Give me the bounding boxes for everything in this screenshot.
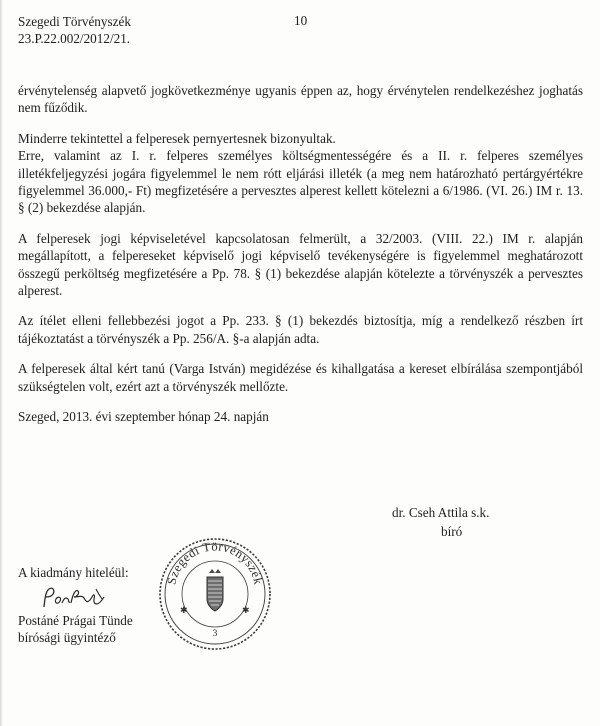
court-name: Szegedi Törvényszék xyxy=(18,14,131,29)
document-body xyxy=(18,82,583,426)
court-seal xyxy=(158,537,272,651)
seal-star-left-icon: ✱ xyxy=(180,606,188,616)
date-line: Szeged, 2013. évi szeptember hónap 24. napján xyxy=(18,409,269,425)
paragraph-6: A felperesek által kért tanú (Varga István) megidézése és kihallgatása a kereset elbírálása szempontjából szükségtelen volt, ezért azt a törvényszék mellőzte. xyxy=(18,361,583,394)
paragraph-4: A felperesek jogi képviseletével kapcsolatosan felmerült, a 32/2003. (VIII. 22.) IM r. alapján megállapított, a felpereseket képviselő jogi képviselő tevékenységére is figyelemmel meghatározott összegű perköltség megfizetésére a Pp. 78. § (1) bekezdése alapján kötelezte a törvényszék a pervesztes alperest. xyxy=(18,230,583,299)
document-header xyxy=(18,13,131,47)
coat-of-arms-icon xyxy=(207,569,223,611)
scan-edge xyxy=(0,0,3,726)
page-number: 10 xyxy=(294,13,308,28)
paragraph-3: Erre, valamint az I. r. felperes személyes költségmentességére és a II. r. felperes személyes illetékfeljegyzési jogára figyelemmel le nem rótt eljárási illeték (a meg nem határozható pertárgyértékre figyelemmel 36.000,- Ft) megfizetésére a pervesztes alperest kellett kötelezni a 6/1986. (VI. 26.) IM r. 13. § (2) bekezdése alapján. xyxy=(18,148,583,216)
clerk-block xyxy=(18,612,133,647)
certification-label: A kiadmány hiteléül: xyxy=(18,565,129,580)
paragraph-1: érvénytelenség alapvető jogkövetkezménye ugyanis éppen az, hogy érvénytelen rendelkezéshez joghatás nem fűződik. xyxy=(18,83,583,116)
judge-name: dr. Cseh Attila s.k. xyxy=(392,505,490,520)
judge-title: bíró xyxy=(441,524,463,539)
paragraph-5: Az ítélet elleni fellebbezési jogot a Pp. 233. § (1) bekezdés biztosítja, míg a rendelkező részben írt tájékoztatást a törvényszék a Pp. 256/A. §-a alapján adta. xyxy=(18,313,583,346)
handwritten-signature xyxy=(40,583,110,613)
clerk-title: bírósági ügyintéző xyxy=(18,630,116,646)
seal-text: Szegedi Törvényszék xyxy=(164,539,266,586)
case-number: 23.P.22.002/2012/21. xyxy=(18,31,131,46)
clerk-name: Postáné Prágai Tünde xyxy=(18,613,133,628)
seal-number: 3 xyxy=(212,629,218,639)
paragraph-2: Minderre tekintettel a felperesek pernyertesnek bizonyultak. xyxy=(18,130,336,146)
seal-star-right-icon: ✱ xyxy=(242,606,250,616)
